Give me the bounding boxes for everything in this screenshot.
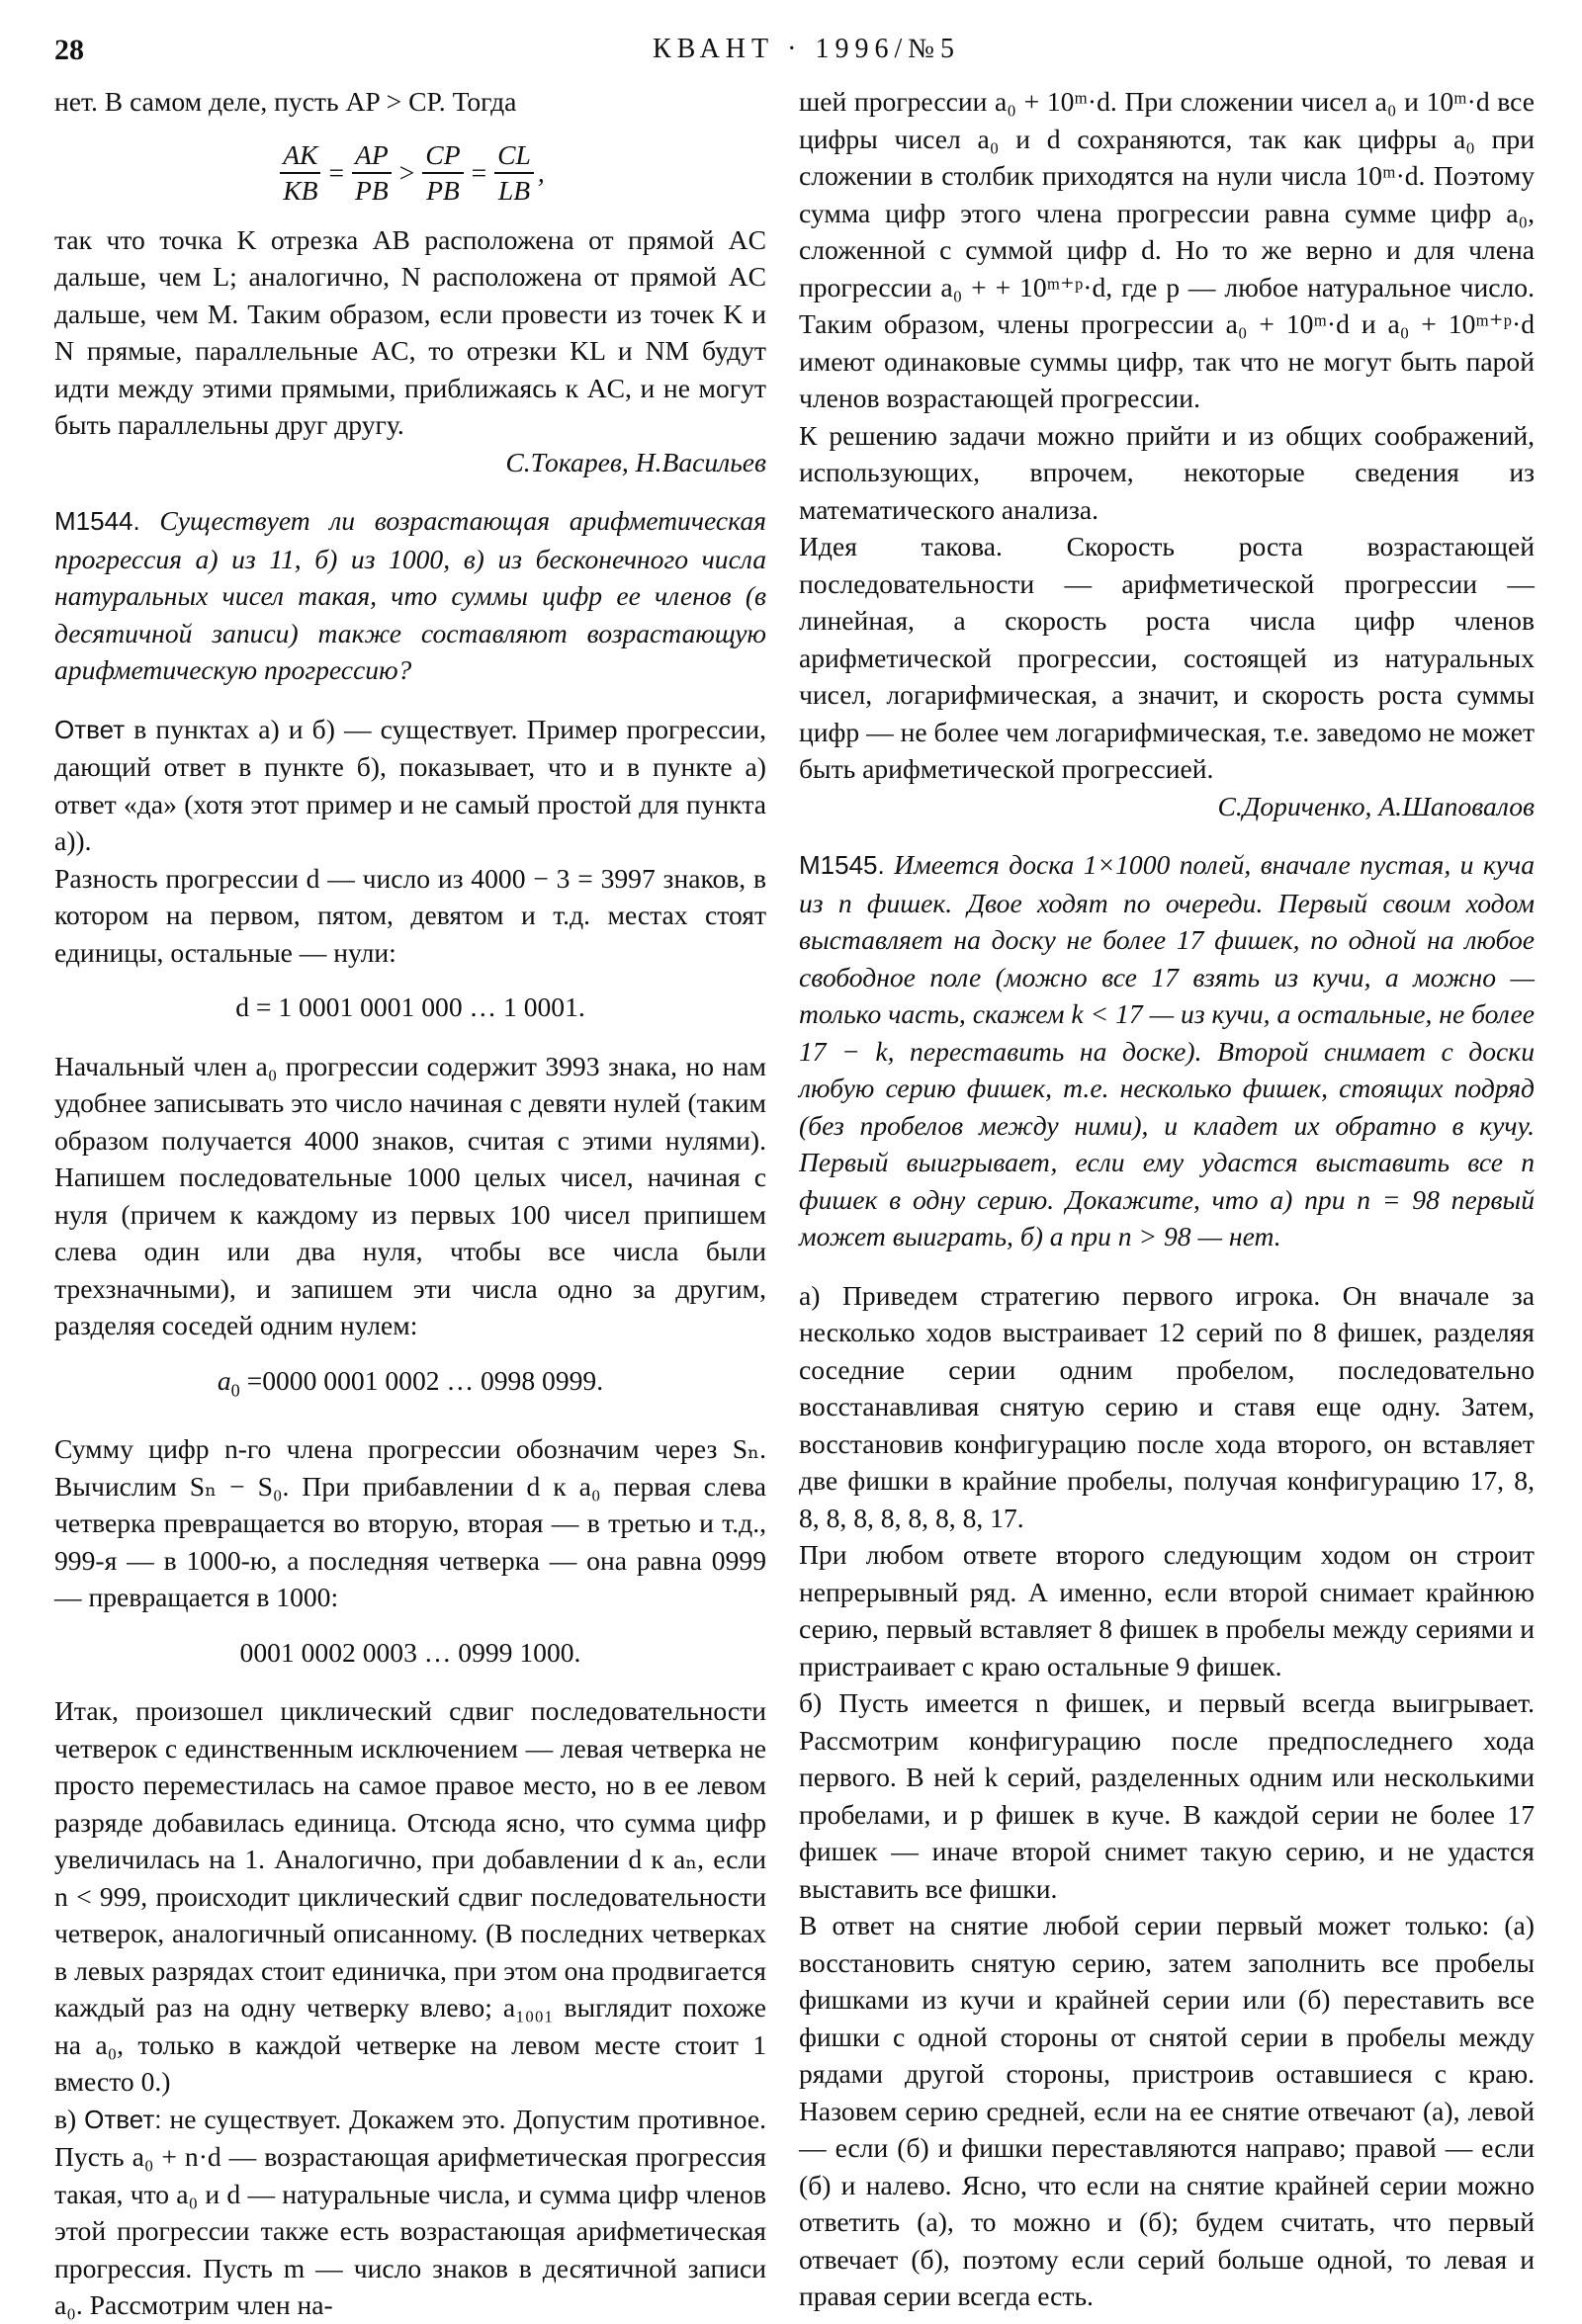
formula-d: d = 1 0001 0001 000 … 1 0001. [235,991,585,1022]
denominator: KB [283,174,318,206]
left-column [54,83,766,2324]
fraction-cp-pb [422,138,463,208]
a0-value: =0000 0001 0002 … 0998 0999. [239,1364,604,1396]
denominator: LB [497,174,531,206]
formula-a0 [54,1362,766,1410]
idea-paragraph: Идея такова. Скорость роста возрастающей последовательности — арифметической прогрессии — линейная, а скорость роста числа цифр членов арифметической прогрессии, состоящей из натуральных чисел, логарифмическая, а значит, и скорость роста суммы цифр — не более чем логарифмическая, т.е. заведомо не может быть арифметической прогрессией. [799,531,1536,784]
a0-subscript: 0 [230,1379,240,1400]
intro-line: нет. В самом деле, пусть AP > CP. Тогда [54,86,517,117]
sum-digits-paragraph: Сумму цифр n-го члена прогрессии обозначим через Sₙ. Вычислим Sₙ − S₀. При прибавлении d к a₀ первая слева четверка превращается во вторую, вторая — в третью и т.д., 999-я — в 1000-ю, а последняя четверка — она равна 0999 — превращается в 1000: [54,1433,766,1613]
general-idea-paragraph: К решению задачи можно прийти и из общих соображений, использующих, впрочем, некоторые сведения из математического анализа. [799,419,1535,525]
running-head: КВАНТ · 1996/№5 [653,34,960,64]
initial-term-paragraph: Начальный член a₀ прогрессии содержит 3993 знака, но нам удобнее записывать это число начиная с девяти нулей (таким образом получается 4000 знаков, считая с этими нулями). Напишем последовательные 1000 целых чисел, начиная с нуля (причем к каждому из первых 100 чисел припишем слева один или два нуля, чтобы все числа были трехзначными), и запишем эти числа одно за другим, разделяя соседей одним нулем: [54,1050,766,1340]
signature-dorichenko-shapovalov: С.Дориченко, А.Шаповалов [1217,790,1535,821]
fraction-ap-pb [352,138,392,208]
difference-paragraph: Разность прогрессии d — число из 4000 − 3 = 3997 знаков, в котором на первом, пятом, девятом и т.д. местах стоят единицы, остальные — нули: [54,862,766,968]
right-column [799,83,1535,2315]
answer-paragraph [54,711,766,860]
answer-text: в пунктах а) и б) — существует. Пример прогрессии, дающий ответ в пункте б), показывает, что и в пункте а) ответ «да» (хотя этот пример и не самый простой для пункта а)). [54,713,766,856]
numerator: AP [352,138,392,174]
problem-label: М1545. [799,850,885,880]
numerator: AK [280,138,320,174]
problem-m1545 [799,846,1535,1255]
answer-label: Ответ [54,714,126,744]
fraction-ak-kb [280,138,320,208]
part-v-text: не существует. Докажем это. Допустим противное. Пусть a₀ + n·d — возрастающая арифметическая прогрессия такая, что a₀ и d — натуральные числа, и сумма цифр членов этой прогрессии также есть возрастающая арифметическая прогрессия. Пусть m — число знаков в десятичной записи a₀. Рассмотрим член на- [54,2103,766,2321]
numerator: CL [494,138,534,174]
fraction-cl-lb [494,138,534,208]
page-number: 28 [54,34,84,66]
numerator: CP [422,138,463,174]
problem-m1544 [54,502,766,689]
problem-statement: Имеется доска 1×1000 полей, вначале пустая, и куча из n фишек. Двое ходят по очереди. Первый своим ходом выставляет на доску не более 17 фишек, по одной на любое свободное поле (можно все 17 взять из кучи, а можно — только часть, скажем k < 17 — из кучи, а остальные, не более 17 − k, переставить на доске). Второй снимает с доски любую серию фишек, т.е. несколько фишек, стоящих подряд (без пробелов между ними), и кладет их обратно в кучу. Первый выигрывает, если ему удастся выставить все n фишек в одну серию. Докажите, что а) при n = 98 первый может выиграть, б) а при n > 98 — нет. [799,849,1535,1251]
solution-b-continued: В ответ на снятие любой серии первый может только: (а) восстановить снятую серию, затем заполнить все пробелы фишками из кучи и крайней серии или (б) переставить все фишки с одной стороны от снятой серии в пробелы между рядами другой стороны, пристроив оставшиеся с краю. Назовем серию средней, если на ее снятие отвечают (а), левой — если (б) и фишки переставляются направо; правой — если (б) и налево. Ясно, что если на снятие крайней серии можно ответить (а), то можно и (б); будем считать, что первый отвечает (б), поэтому если серий больше одной, то левая и правая серии всегда есть. [799,1910,1535,2311]
problem-statement: Существует ли возрастающая арифметическая прогрессия а) из 11, б) из 1000, в) из бесконечного числа натуральных чисел такая, что суммы цифр ее членов (в десятичной записи) также составляют возрастающую арифметическую прогрессию? [54,505,766,685]
operator: > [398,156,415,188]
signature-tokarev-vasiliev: С.Токарев, Н.Васильев [505,446,766,477]
cyclic-shift-paragraph: Итак, произошел циклический сдвиг последовательности четверок с единственным исключением — левая четверка не просто переместилась на самое правое место, но в ее левом разряде добавилась единица. Отсюда ясно, что сумма цифр увеличилась на 1. Аналогично, при добавлении d к aₙ, если n < 999, происходит циклический сдвиг последовательности четверок, аналогичный описанному. (В последних четверках в левых разрядах стоит единичка, при этом она продвигается каждый раз на одну четверку влево; a₁₀₀₁ выглядит похоже на a₀, только в каждой четверке на левом месте стоит 1 вместо 0.) [54,1695,766,2098]
part-v-paragraph [54,2101,766,2324]
solution-a-paragraph: а) Приведем стратегию первого игрока. Он вначале за несколько ходов выстраивает 12 серий по 8 фишек, разделяя соседние серии одним пробелом, последовательно восстанавливая снятую серию и ставя еще одну. Затем, восстановив конфигурацию после хода второго, он вставляет две фишки в крайние пробелы, получая конфигурацию 17, 8, 8, 8, 8, 8, 8, 8, 8, 17. [799,1279,1535,1533]
proof-end: так что точка K отрезка AB расположена от прямой AC дальше, чем L; аналогично, N расположена от прямой AC дальше, чем M. Таким образом, если провести из точек K и N прямые, параллельные AC, то отрезки KL и NM будут идти между этими прямыми, приближаясь к AC, и не могут быть параллельны друг другу. [54,223,766,440]
part-v-answer-label: Ответ: [84,2104,162,2134]
continuation-paragraph: шей прогрессии a₀ + 10ᵐ·d. При сложении чисел a₀ и 10ᵐ·d все цифры чисел a₀ и d сохраняются, так как цифры a₀ при сложении в столбик приходятся на нули числа 10ᵐ·d. Поэтому сумма цифр этого члена прогрессии равна сумме цифр a₀, сложенной с суммой цифр d. Но то же верно и для члена прогрессии a₀ + + 10ᵐ⁺ᵖ·d, где p — любое натуральное число. Таким образом, члены прогрессии a₀ + 10ᵐ·d и a₀ + 10ᵐ⁺ᵖ·d имеют одинаковые суммы цифр, так что не могут быть парой членов возрастающей прогрессии. [799,86,1535,413]
ratio-formula [54,138,766,208]
solution-b-paragraph: б) Пусть имеется n фишек, и первый всегда выигрывает. Рассмотрим конфигурацию после предпоследнего хода первого. В ней k серий, разделенных одним или несколькими пробелами, и p фишек в куче. В каждой серии не более 17 фишек — иначе второй снимет такую серию, и не удастся выставить все фишки. [799,1687,1535,1904]
formula-tail: , [537,156,545,188]
denominator: PB [355,174,389,206]
part-v-prefix: в) [54,2103,77,2134]
operator: = [328,156,345,188]
denominator: PB [426,174,460,206]
solution-a-continued: При любом ответе второго следующим ходом он строит непрерывный ряд. А именно, если второй снимает крайнюю серию, первый вставляет 8 фишек в пробелы между сериями и пристраивает с краю остальные 9 фишек. [799,1539,1535,1681]
a0-symbol: a [217,1364,231,1396]
problem-label: М1544. [54,506,140,536]
operator: = [471,156,487,188]
formula-shift: 0001 0002 0003 … 0999 1000. [239,1636,581,1668]
